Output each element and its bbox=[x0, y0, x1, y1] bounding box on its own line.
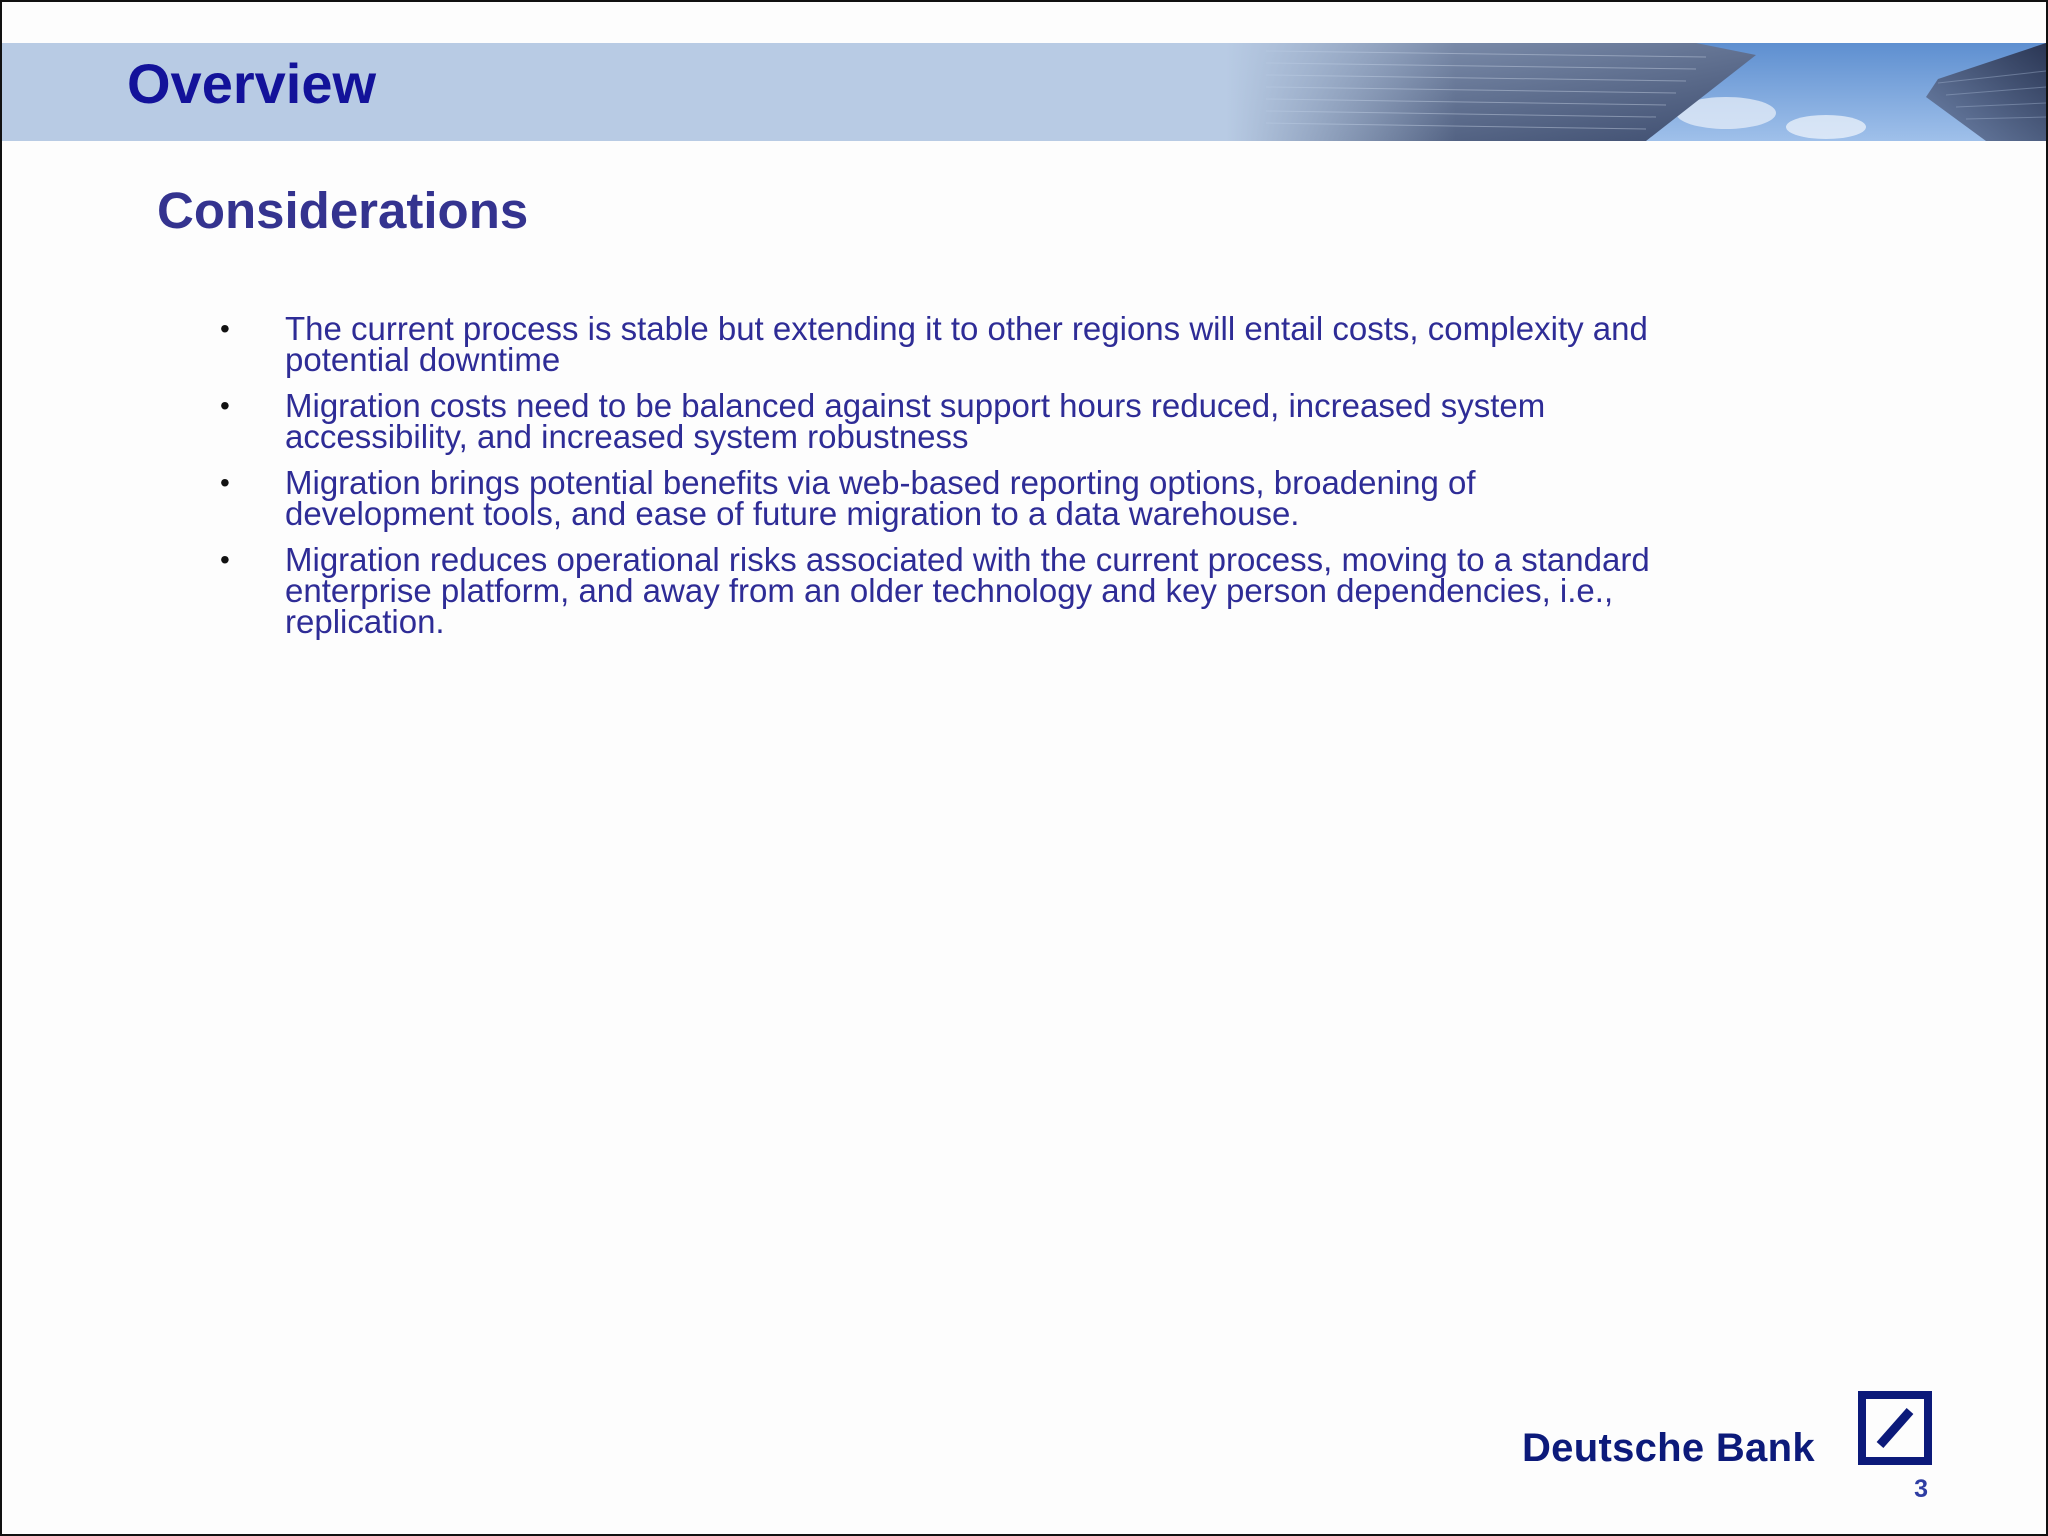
bullet-item bbox=[216, 310, 1656, 378]
deutsche-bank-logo-icon bbox=[1858, 1391, 1932, 1465]
bullet-marker: • bbox=[220, 313, 230, 344]
bullet-item bbox=[216, 541, 1656, 640]
page-number: 3 bbox=[1914, 1475, 1928, 1503]
bullet-item bbox=[216, 464, 1656, 532]
bullet-item bbox=[216, 387, 1656, 455]
bullet-text: The current process is stable but extending it to other regions will entail costs, complexity and potential downtime bbox=[285, 310, 1648, 378]
bullet-marker: • bbox=[220, 544, 230, 575]
bullet-list bbox=[216, 310, 1656, 652]
slide-title: Overview bbox=[127, 52, 377, 115]
bullet-marker: • bbox=[220, 467, 230, 498]
brand-name: Deutsche Bank bbox=[1522, 1426, 1815, 1470]
section-heading: Considerations bbox=[157, 182, 529, 239]
bullet-text: Migration brings potential benefits via web-based reporting options, broadening of development tools, and ease of future migration to a data warehouse. bbox=[285, 464, 1476, 532]
bullet-text: Migration costs need to be balanced against support hours reduced, increased system accessibility, and increased system robustness bbox=[285, 387, 1546, 455]
bullet-marker: • bbox=[220, 390, 230, 421]
skyscraper-photo bbox=[1226, 43, 2046, 141]
bullet-text: Migration reduces operational risks associated with the current process, moving to a standard enterprise platform, and away from an older technology and key person dependencies, i.e., replication. bbox=[285, 541, 1650, 640]
